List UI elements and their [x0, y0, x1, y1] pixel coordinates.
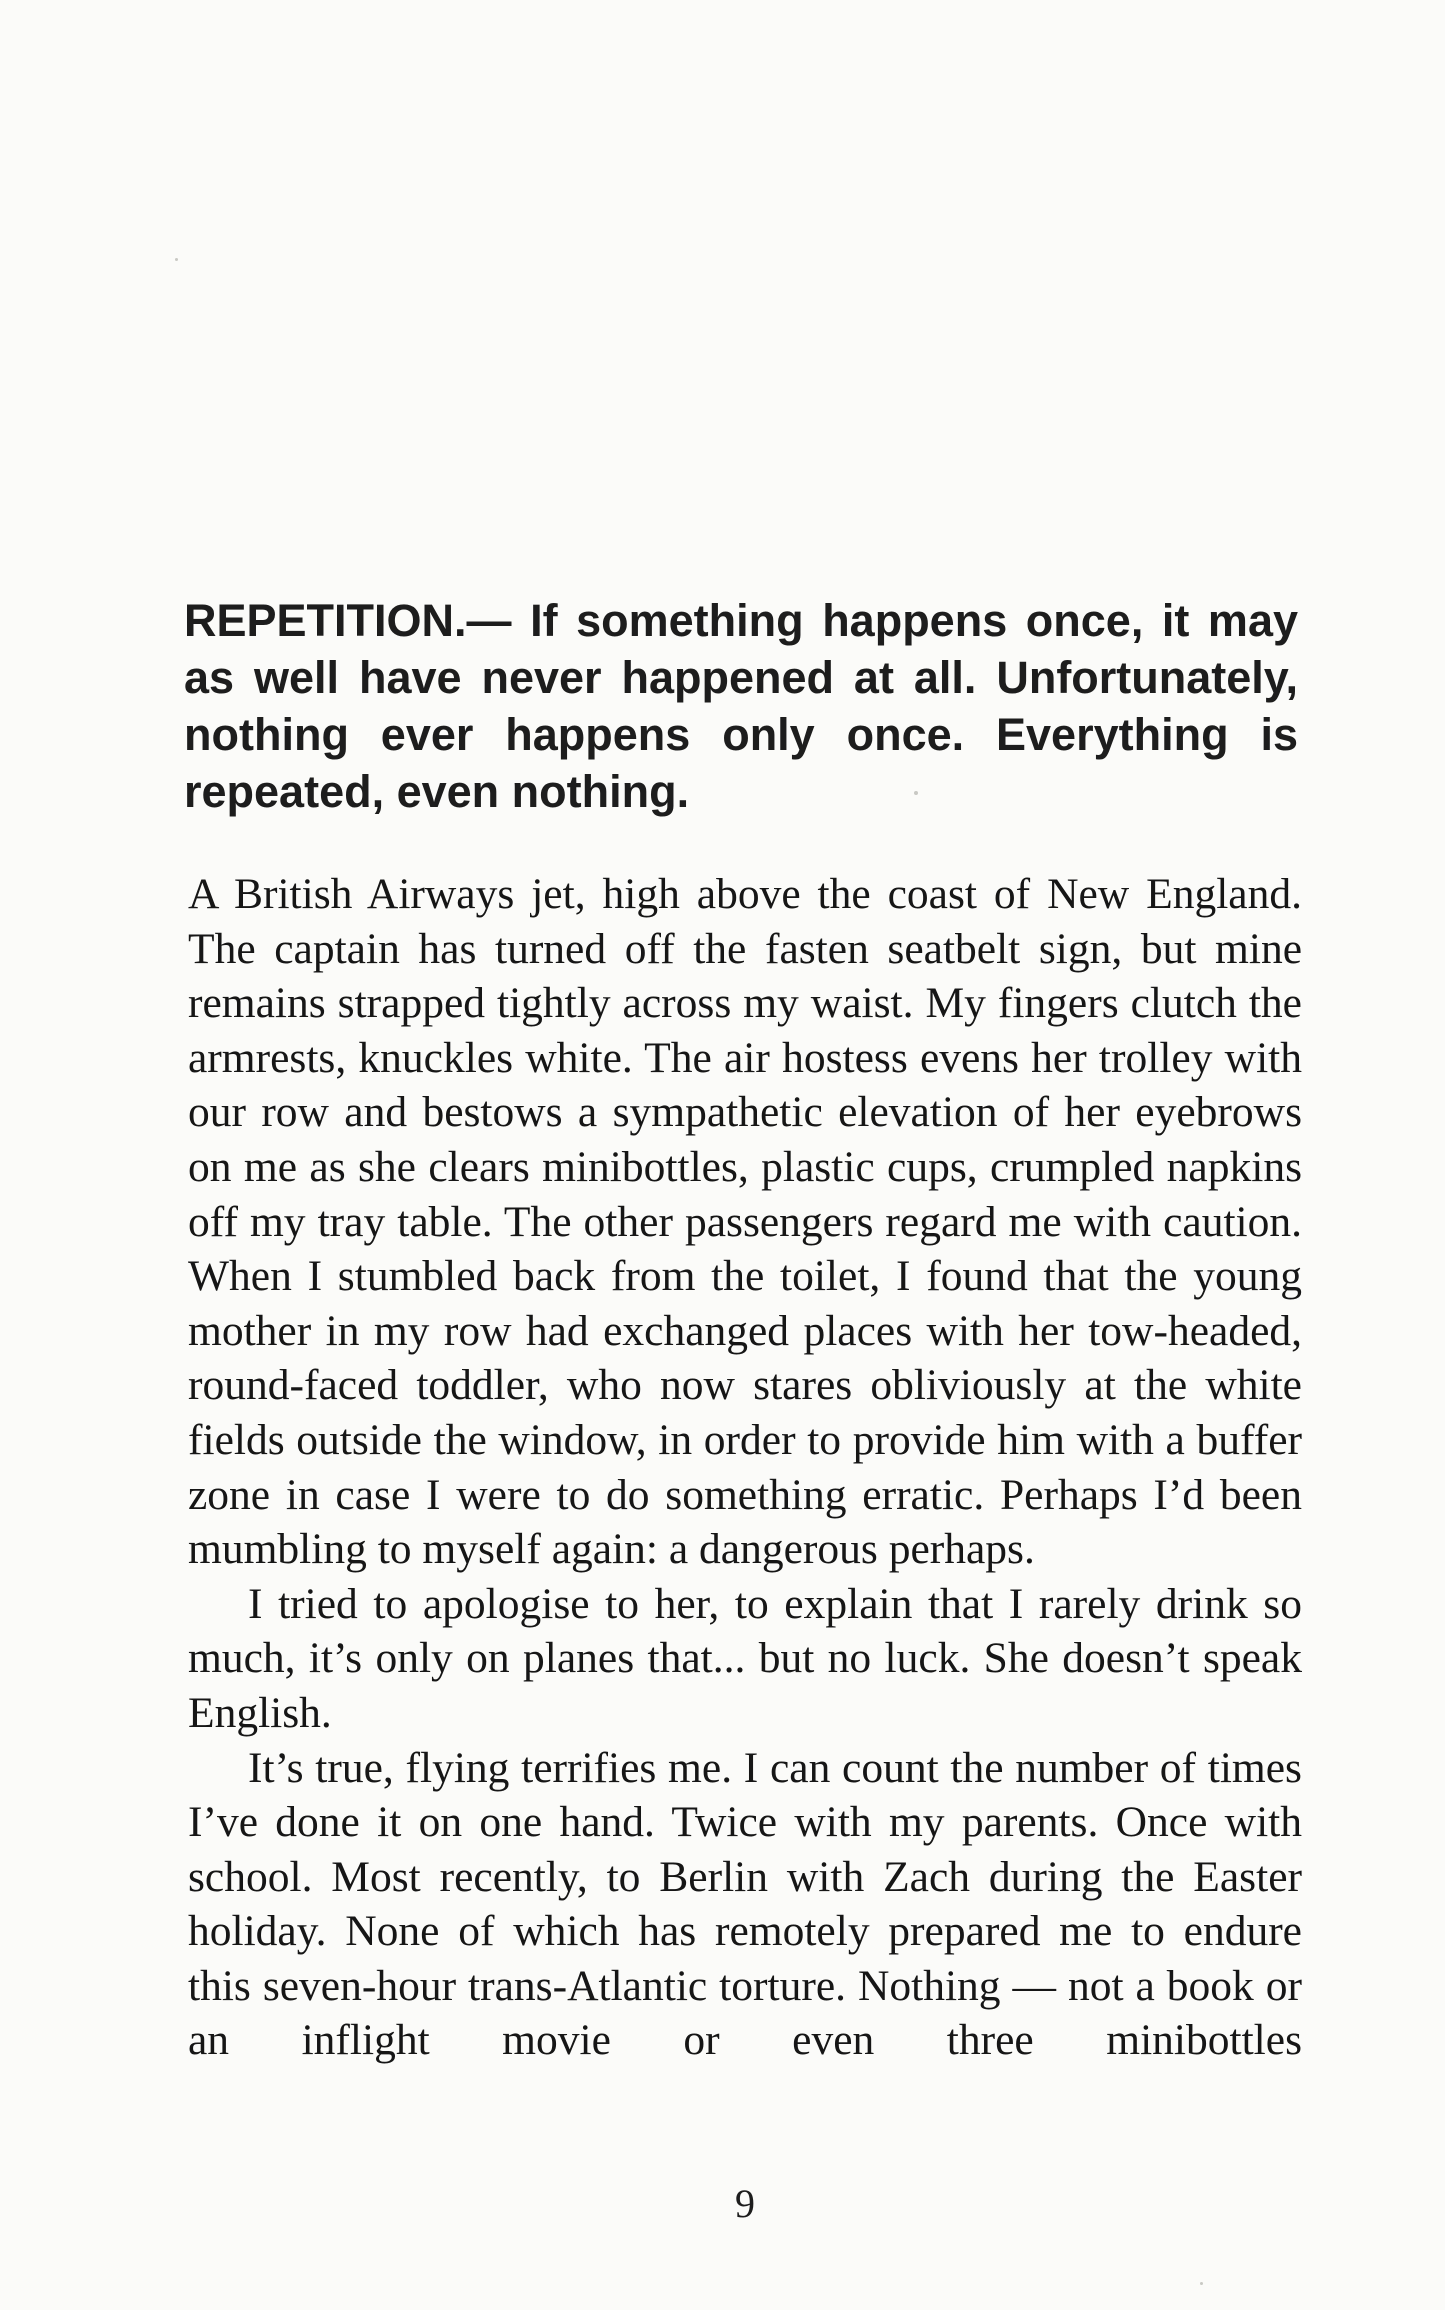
body-text: [188, 867, 1302, 2068]
paper-speck: [1200, 2282, 1203, 2285]
chapter-epigraph: REPETITION.— If something happens once, it may as well have never happened at all. Unfortunately, nothing ever happens only once. Everything is repeated, even nothing.: [184, 595, 1298, 817]
page-number: 9: [735, 2181, 755, 2226]
paper-speck: [914, 791, 918, 795]
paper-speck: [175, 258, 178, 261]
paragraph-2: I tried to apologise to her, to explain that I rarely drink so much, it’s only on planes that... but no luck. She doesn’t speak English.: [188, 1579, 1302, 1737]
paragraph-3: It’s true, flying terrifies me. I can count the number of times I’ve done it on one hand. Twice with my parents. Once with school. Most recently, to Berlin with Zach during the Easter holiday. None of which has remotely prepared me to endure this seven-hour trans-Atlantic torture. Nothing — not a book or an inflight movie or even three minibottles: [188, 1743, 1302, 2065]
paragraph-1: A British Airways jet, high above the coast of New England. The captain has turned off the fasten seatbelt sign, but mine remains strapped tightly across my waist. My fingers clutch the armrests, knuckles white. The air hostess evens her trolley with our row and bestows a sympathetic elevation of her eyebrows on me as she clears minibottles, plastic cups, crumpled napkins off my tray table. The other passengers regard me with caution. When I stumbled back from the toilet, I found that the young mother in my row had exchanged places with her tow-headed, round-faced toddler, who now stares obliviously at the white fields outside the window, in order to provide him with a buffer zone in case I were to do something erratic. Perhaps I’d been mumbling to myself again: a dangerous perhaps.: [188, 870, 1302, 1574]
